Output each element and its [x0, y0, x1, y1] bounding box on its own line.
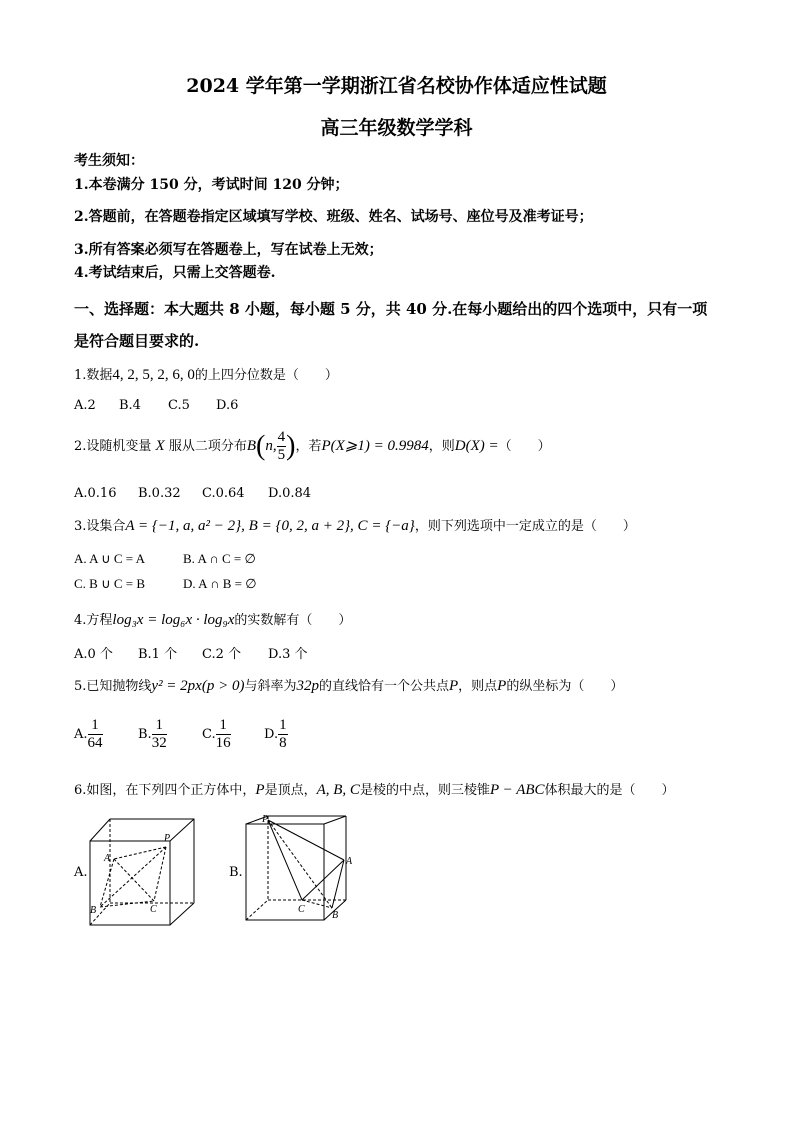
q5-option-c: C. $\frac{1}{16}$: [202, 717, 231, 751]
q3-option-b: B. A ∩ C = ∅: [183, 551, 256, 566]
q6-figure-b-cube: [240, 812, 358, 927]
q3-suffix: ，则下列选项中一定成立的是（ ）: [414, 519, 636, 534]
q2-then: ，则: [428, 439, 455, 454]
q6-figure-b-label: B.: [229, 865, 243, 880]
q5-slope: 32p: [296, 678, 319, 694]
q2-binomial-b: B: [246, 438, 257, 454]
q6-pyramid: P − ABC: [489, 782, 545, 798]
q3-option-d: D. A ∩ B = ∅: [183, 576, 257, 591]
q5-option-a: A. $\frac{1}{64}$: [74, 717, 103, 751]
q1-option-b: B.4: [119, 398, 141, 413]
q2-option-b: B.0.32: [138, 486, 181, 501]
q2-comma: ，若: [295, 439, 322, 454]
q1-option-c: C.5: [168, 398, 190, 413]
q2-variance: D(X) =: [454, 438, 499, 454]
q3-option-c: C. B ∪ C = B: [74, 576, 146, 591]
exam-subtitle: 高三年级数学学科: [320, 117, 473, 139]
q3-prefix: 3.设集合: [74, 519, 126, 534]
fig-b-label-c: C: [298, 904, 305, 915]
q2-mid: 服从二项分布: [168, 439, 247, 454]
q4-option-c: C.2 个: [202, 647, 242, 662]
q2-probability: P(X⩾1) = 0.9984: [321, 438, 429, 454]
fig-a-label-c: C: [150, 904, 157, 915]
q3-sets: A = {−1, a, a² − 2}, B = {0, 2, a + 2}, C = {−a}: [125, 518, 415, 534]
notice-heading: 考生须知：: [74, 153, 144, 169]
q4-prefix: 4.方程: [74, 613, 113, 628]
q2-prefix: 2.设随机变量: [74, 439, 152, 454]
q5-point-p: P: [448, 678, 459, 694]
q4-equation: log₃x = log₆x · log₉x: [112, 612, 235, 628]
q1-data: 4, 2, 5, 2, 6, 0: [112, 367, 195, 383]
question-5: [74, 675, 623, 695]
question-6: [74, 779, 675, 799]
q6-prefix: 6.如图，在下列四个正方体中，: [74, 783, 256, 798]
q1-option-a: A.2: [74, 398, 96, 413]
fig-a-label-b: B: [90, 905, 97, 916]
notice-item-1: 1.本卷满分 150 分，考试时间 120 分钟；: [74, 177, 349, 193]
q5-mid2: 的直线恰有一个公共点: [318, 679, 449, 694]
q6-mid2: 是棱的中点，则三棱锥: [359, 783, 490, 798]
q2-option-d: D.0.84: [268, 486, 312, 501]
q6-mid: 是顶点，: [264, 783, 317, 798]
question-4: [74, 609, 351, 629]
fig-a-label-a: A: [104, 853, 111, 864]
q6-suffix: 体积最大的是（ ）: [544, 783, 675, 798]
q4-option-a: A.0 个: [74, 647, 113, 662]
question-1: [74, 364, 338, 384]
q4-option-d: D.3 个: [268, 647, 308, 662]
q5-option-b: B. $\frac{1}{32}$: [138, 717, 167, 751]
q1-suffix: 的上四分位数是（ ）: [194, 368, 338, 383]
q5-prefix: 5.已知抛物线: [74, 679, 152, 694]
q2-suffix: （ ）: [498, 439, 551, 454]
q6-point-p: P: [255, 782, 265, 798]
q2-fraction: $\frac{4}{5}$: [277, 429, 286, 463]
question-3: [74, 515, 636, 535]
q3-option-a: A. A ∪ C = A: [74, 551, 146, 566]
notice-item-4: 4.考试结束后，只需上交答题卷.: [74, 265, 276, 281]
fig-b-label-b: B: [332, 910, 339, 921]
section-heading-line2: 是符合题目要求的.: [74, 332, 200, 350]
q6-figure-a-label: A.: [74, 865, 88, 880]
q2-var: X: [155, 438, 165, 454]
fig-a-label-p: P: [164, 833, 171, 844]
q5-point-p2: P: [497, 678, 507, 694]
exam-title: 2024 学年第一学期浙江省名校协作体适应性试题: [186, 75, 607, 97]
q1-prefix: 1.数据: [74, 368, 113, 383]
q5-suffix: 的纵坐标为（ ）: [506, 679, 624, 694]
q5-option-d: D. $\frac{1}{8}$: [264, 717, 287, 751]
q2-n: n,: [265, 438, 277, 454]
q5-mid: 与斜率为: [244, 679, 297, 694]
q4-option-b: B.1 个: [138, 647, 178, 662]
question-2: 2.设随机变量 X 服从二项分布B(n, $\frac{4}{5}$ )，若P(X⩾1) = 0.9984，则D(X) =（ ）: [74, 429, 551, 463]
section-heading-line1: 一、选择题：本大题共 8 小题，每小题 5 分，共 40 分.在每小题给出的四个选项中，只有一项: [74, 300, 708, 318]
fig-b-label-a: A: [346, 856, 353, 867]
fig-b-label-p: P: [262, 814, 269, 825]
notice-item-2: 2.答题前，在答题卷指定区域填写学校、班级、姓名、试场号、座位号及准考证号；: [74, 209, 593, 225]
notice-item-3: 3.所有答案必须写在答题卷上，写在试卷上无效；: [74, 242, 383, 258]
q2-option-c: C.0.64: [202, 486, 245, 501]
q4-suffix: 的实数解有（ ）: [234, 613, 352, 628]
q1-option-d: D.6: [216, 398, 239, 413]
q5-equation: y² = 2px(p > 0): [151, 678, 245, 694]
q6-figure-a-cube: [86, 815, 198, 930]
q5-mid3: ，则点: [458, 679, 498, 694]
q6-points: A, B, C: [316, 782, 360, 798]
q2-option-a: A.0.16: [74, 486, 117, 501]
